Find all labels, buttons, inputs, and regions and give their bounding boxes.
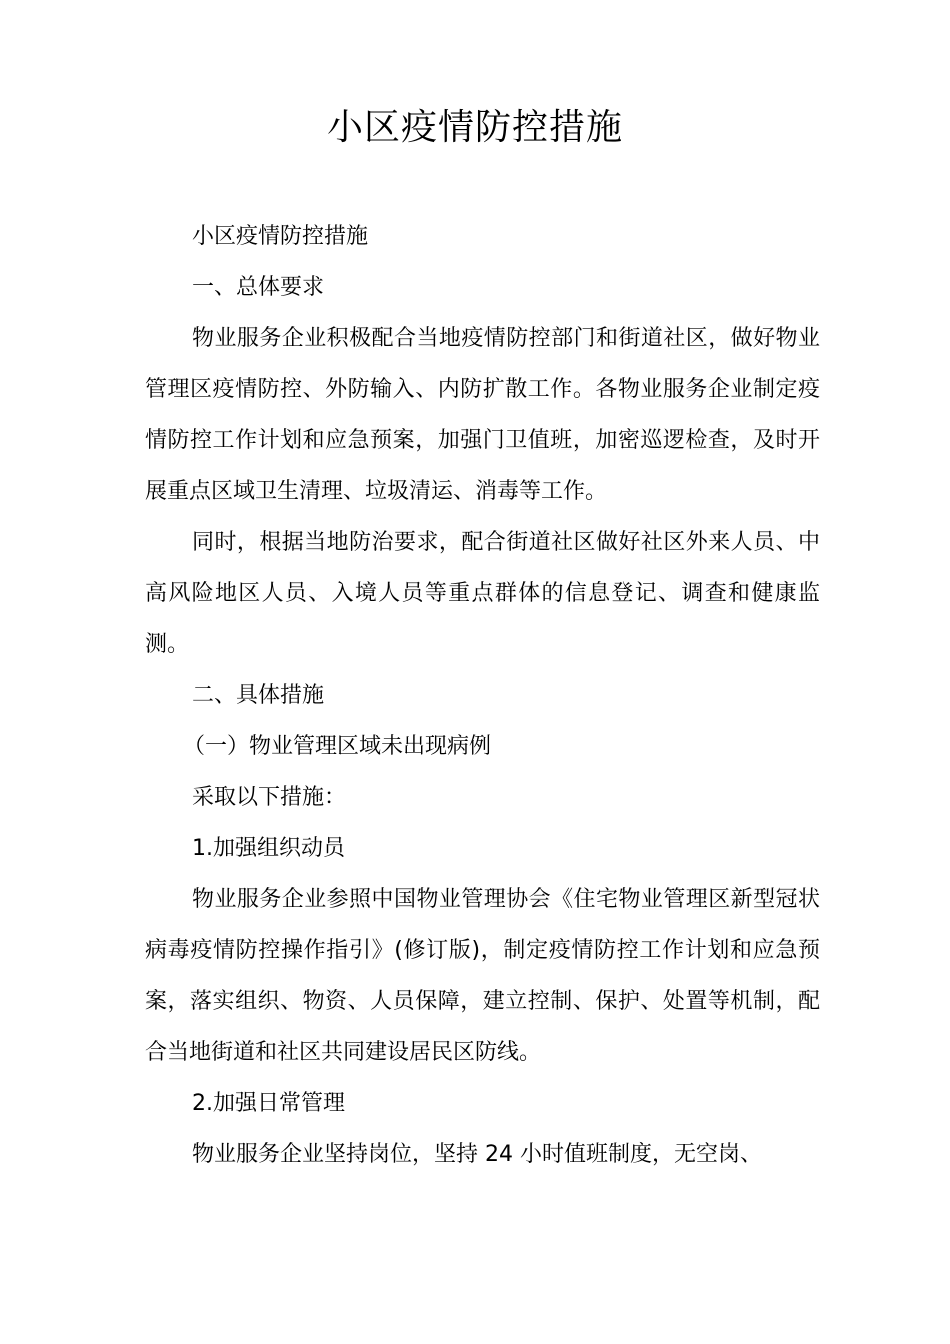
section-heading: 一、总体要求: [192, 275, 325, 300]
body-paragraph: 物业服务企业积极配合当地疫情防控部门和街道社区，做好物业管理区疫情防控、外防输入、内防扩散工作。各物业服务企业制定疫情防控工作计划和应急预案，加强门卫值班，加密巡逻检查，及时开展重点区域卫生清理、垃圾清运、消毒等工作。: [145, 326, 820, 504]
body-paragraph: 物业服务企业参照中国物业管理协会《住宅物业管理区新型冠状病毒疫情防控操作指引》(修订版)，制定疫情防控工作计划和应急预案，落实组织、物资、人员保障，建立控制、保护、处置等机制，配合当地街道和社区共同建设居民区防线。: [145, 887, 820, 1065]
subsection-heading: （一）物业管理区域未出现病例: [183, 734, 492, 759]
body-paragraph: 物业服务企业坚持岗位，坚持 24 小时值班制度，无空岗、: [192, 1142, 762, 1167]
body-paragraph: 同时，根据当地防治要求，配合街道社区做好社区外来人员、中高风险地区人员、入境人员等重点群体的信息登记、调查和健康监测。: [145, 530, 820, 657]
document-body: [145, 211, 820, 1180]
document-title: 小区疫情防控措施: [326, 107, 623, 148]
body-paragraph: 小区疫情防控措施: [192, 224, 369, 249]
body-paragraph: 采取以下措施：: [192, 785, 347, 810]
section-heading: 二、具体措施: [192, 683, 325, 708]
item-heading: 1.加强组织动员: [192, 836, 345, 861]
item-heading: 2.加强日常管理: [192, 1091, 345, 1116]
